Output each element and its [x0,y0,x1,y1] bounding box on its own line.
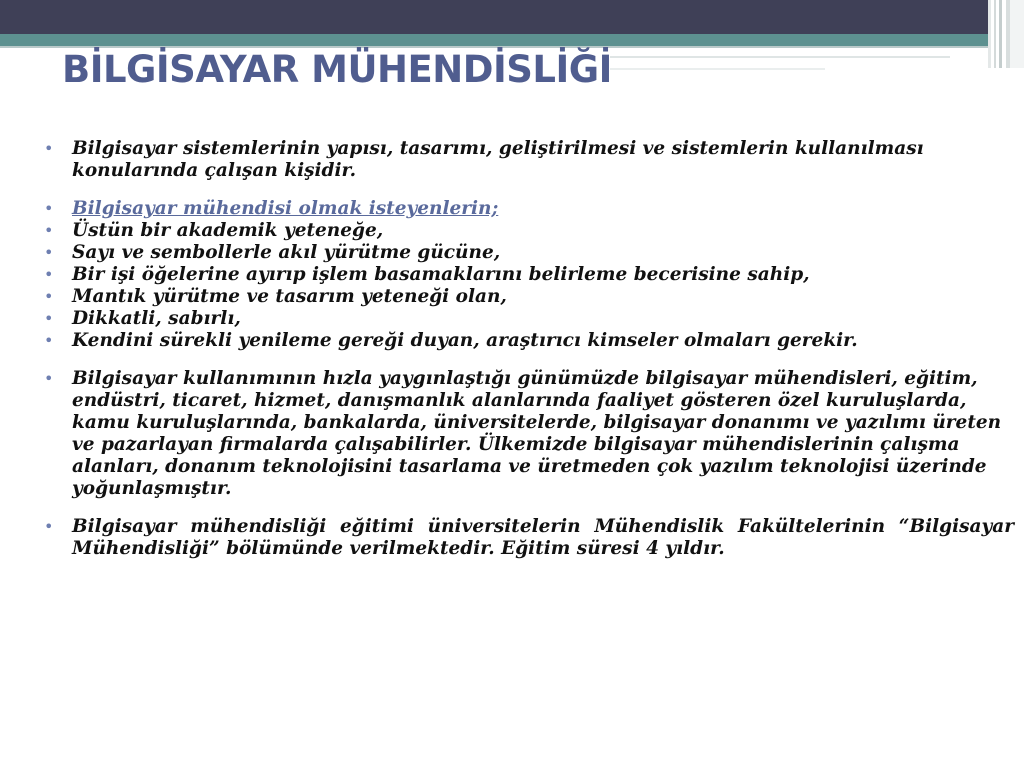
decorative-line [610,68,825,70]
bullet-text: Mantık yürütme ve tasarım yeteneği olan, [72,286,507,307]
bullet-icon: • [44,309,54,328]
bullet-icon: • [44,199,54,218]
bullet-item [44,286,1014,308]
bullet-item [44,368,1014,500]
bullet-icon: • [44,517,54,536]
bullet-item [44,242,1014,264]
header-accent-band [0,34,1024,46]
slide-title: BİLGİSAYAR MÜHENDİSLİĞİ [62,48,612,91]
bullet-item [44,220,1014,242]
bullet-icon: • [44,221,54,240]
bullet-text: Dikkatli, sabırlı, [72,308,241,329]
bullet-item [44,308,1014,330]
bullet-text: Bir işi öğelerine ayırıp işlem basamaklarını belirleme becerisine sahip, [72,264,810,285]
bullet-text: Bilgisayar sistemlerinin yapısı, tasarımı, geliştirilmesi ve sistemlerin kullanılması konularında çalışan kişidir. [72,138,924,181]
bullet-icon: • [44,139,54,158]
bullet-text: Üstün bir akademik yeteneğe, [72,220,384,241]
bullet-icon: • [44,331,54,350]
bullet-icon: • [44,287,54,306]
bullet-text: Bilgisayar kullanımının hızla yaygınlaştığı günümüzde bilgisayar mühendisleri, eğitim, endüstri, ticaret, hizmet, danışmanlık alanlarında faaliyet gösteren özel kuruluşlarda, kamu kuruluşlarında, bankalarda, üniversitelerde, bilgisayar donanımı ve yazılımı üreten ve pazarlayan firmalarda çalışabilirler. Ülkemizde bilgisayar mühendislerinin çalışma alanları, donanım teknolojisini tasarlama ve üretmeden çok yazılım teknolojisi üzerinde yoğunlaşmıştır. [72,368,1002,499]
decorative-stripes [988,0,1024,68]
bullet-icon: • [44,243,54,262]
bullet-item [44,138,1014,182]
bullet-item [44,330,1014,352]
bullet-item[interactable] [44,198,1014,220]
bullet-icon: • [44,265,54,284]
bullet-text: Bilgisayar mühendisliği eğitimi üniversitelerin Mühendislik Fakültelerinin “Bilgisayar Mühendisliği” bölümünde verilmektedir. Eğitim süresi 4 yıldır. [72,516,1014,559]
bullet-text: Sayı ve sembollerle akıl yürütme gücüne, [72,242,501,263]
slide-body [44,138,1014,560]
bullet-text: Kendini sürekli yenileme gereği duyan, araştırıcı kimseler olmaları gerekir. [72,330,858,351]
bullet-item [44,264,1014,286]
bullet-icon: • [44,369,54,388]
bullet-item [44,516,1014,560]
hyperlink-text[interactable]: Bilgisayar mühendisi olmak isteyenlerin; [72,198,499,219]
header-bar [0,0,1024,34]
decorative-line [610,56,950,58]
